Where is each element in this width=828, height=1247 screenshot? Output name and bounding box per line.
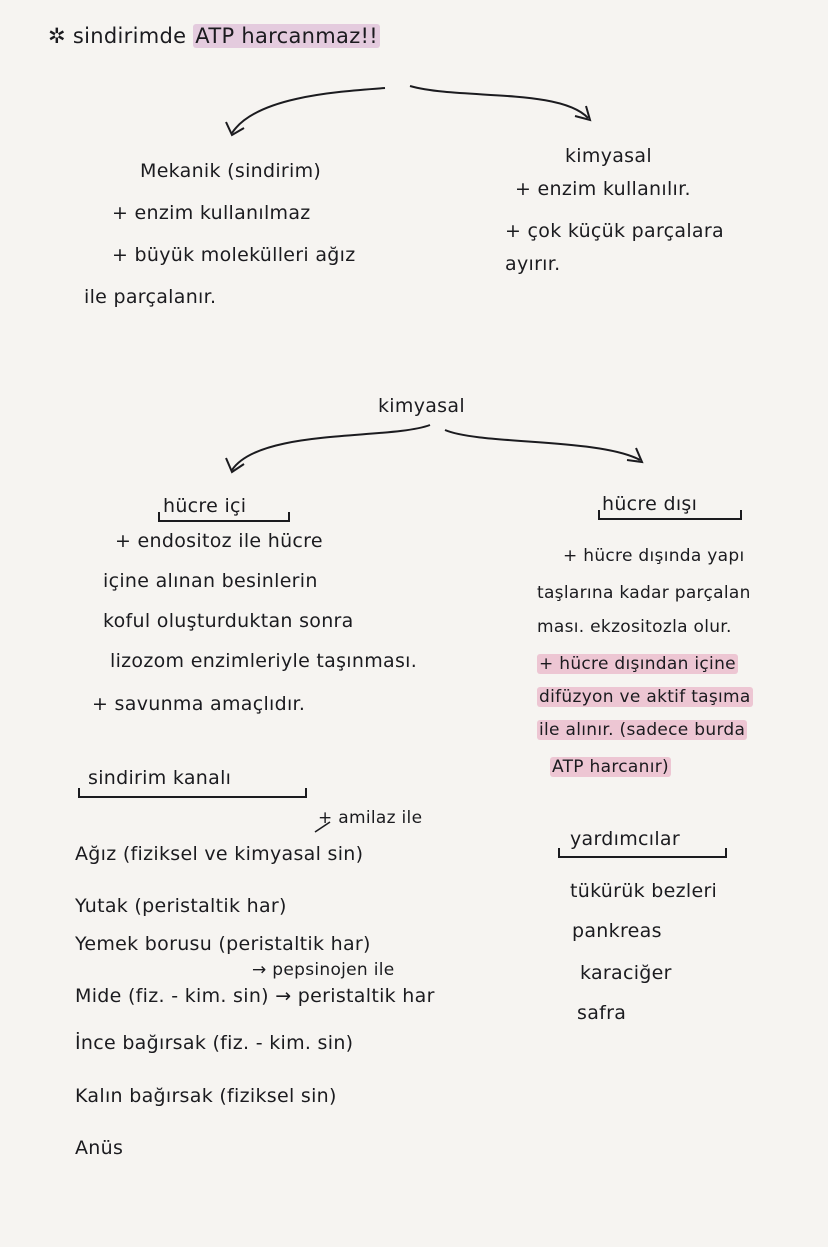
- mekanik-bullet-2a: + büyük molekülleri ağız: [112, 244, 356, 266]
- yardimcilar-underline: [558, 848, 727, 858]
- kanal-mide-arrow-note: → peristaltik har: [275, 985, 435, 1007]
- hucre-disi-line-5: difüzyon ve aktif taşıma: [539, 687, 751, 707]
- hucre-disi-line-2: taşlarına kadar parçalan: [537, 583, 751, 603]
- kanal-underline: [78, 788, 307, 798]
- kanal-agiz: Ağız (fiziksel ve kimyasal sin): [75, 843, 364, 865]
- kanal-kalin-bagirsak: Kalın bağırsak (fiziksel sin): [75, 1085, 337, 1107]
- kanal-yutak: Yutak (peristaltik har): [75, 895, 287, 917]
- kimyasal-right-bullet-2b: ayırır.: [505, 253, 561, 275]
- mekanik-bullet-1: + enzim kullanılmaz: [112, 202, 311, 224]
- yardimcilar-item: tükürük bezleri: [570, 880, 718, 902]
- hucre-ici-line-4: lizozom enzimleriyle taşınması.: [110, 650, 418, 672]
- yardimcilar-title: yardımcılar: [570, 828, 680, 850]
- hucre-ici-line-3: koful oluşturduktan sonra: [103, 610, 354, 632]
- hucre-disi-underline: [598, 510, 742, 520]
- yardimcilar-item: safra: [577, 1002, 627, 1024]
- arrow-right-top: [410, 86, 588, 118]
- arrow-right-kimyasal: [445, 430, 640, 460]
- hucre-disi-line-4: + hücre dışından içine: [539, 654, 736, 674]
- kanal-mide-label: Mide (fiz. - kim. sin): [75, 985, 269, 1007]
- kimyasal-title: kimyasal: [378, 395, 465, 417]
- kanal-anus: Anüs: [75, 1137, 124, 1159]
- header-line: [48, 24, 380, 48]
- kanal-amilaz-note: + amilaz ile: [318, 808, 423, 828]
- kanal-pepsinojen-note: → pepsinojen ile: [252, 960, 395, 980]
- hucre-disi-line-7: ATP harcanır): [552, 757, 669, 777]
- hucre-ici-line-2: içine alınan besinlerin: [103, 570, 318, 592]
- yardimcilar-item: karaciğer: [580, 962, 672, 984]
- header-text-b: ATP harcanmaz!!: [195, 24, 378, 48]
- hucre-ici-underline: [158, 512, 290, 522]
- arrow-left-kimyasal: [232, 425, 430, 470]
- kanal-ince-bagirsak: İnce bağırsak (fiz. - kim. sin): [75, 1032, 354, 1054]
- arrow-left-top: [232, 88, 385, 133]
- hucre-ici-line-1: + endositoz ile hücre: [115, 530, 323, 552]
- header-text-a: sindirimde: [72, 24, 194, 48]
- kanal-yemek-borusu: Yemek borusu (peristaltik har): [75, 933, 371, 955]
- star-icon: ✲: [48, 24, 66, 48]
- hucre-disi-title: hücre dışı: [602, 493, 698, 515]
- kimyasal-right-bullet-2a: + çok küçük parçalara: [505, 220, 724, 242]
- yardimcilar-item: pankreas: [572, 920, 662, 942]
- hucre-disi-line-6: ile alınır. (sadece burda: [539, 720, 746, 740]
- hucre-disi-line-3: ması. ekzositozla olur.: [537, 617, 732, 637]
- kimyasal-right-bullet-1: + enzim kullanılır.: [515, 178, 691, 200]
- hucre-ici-title: hücre içi: [163, 495, 247, 517]
- mekanik-bullet-2b: ile parçalanır.: [84, 286, 217, 308]
- kimyasal-right-title: kimyasal: [565, 145, 652, 167]
- hucre-ici-line-5: + savunma amaçlıdır.: [92, 693, 306, 715]
- mekanik-title: Mekanik (sindirim): [140, 160, 322, 182]
- hucre-disi-line-1: + hücre dışında yapı: [563, 546, 745, 566]
- kanal-mide: [75, 985, 435, 1007]
- kanal-title: sindirim kanalı: [88, 767, 232, 789]
